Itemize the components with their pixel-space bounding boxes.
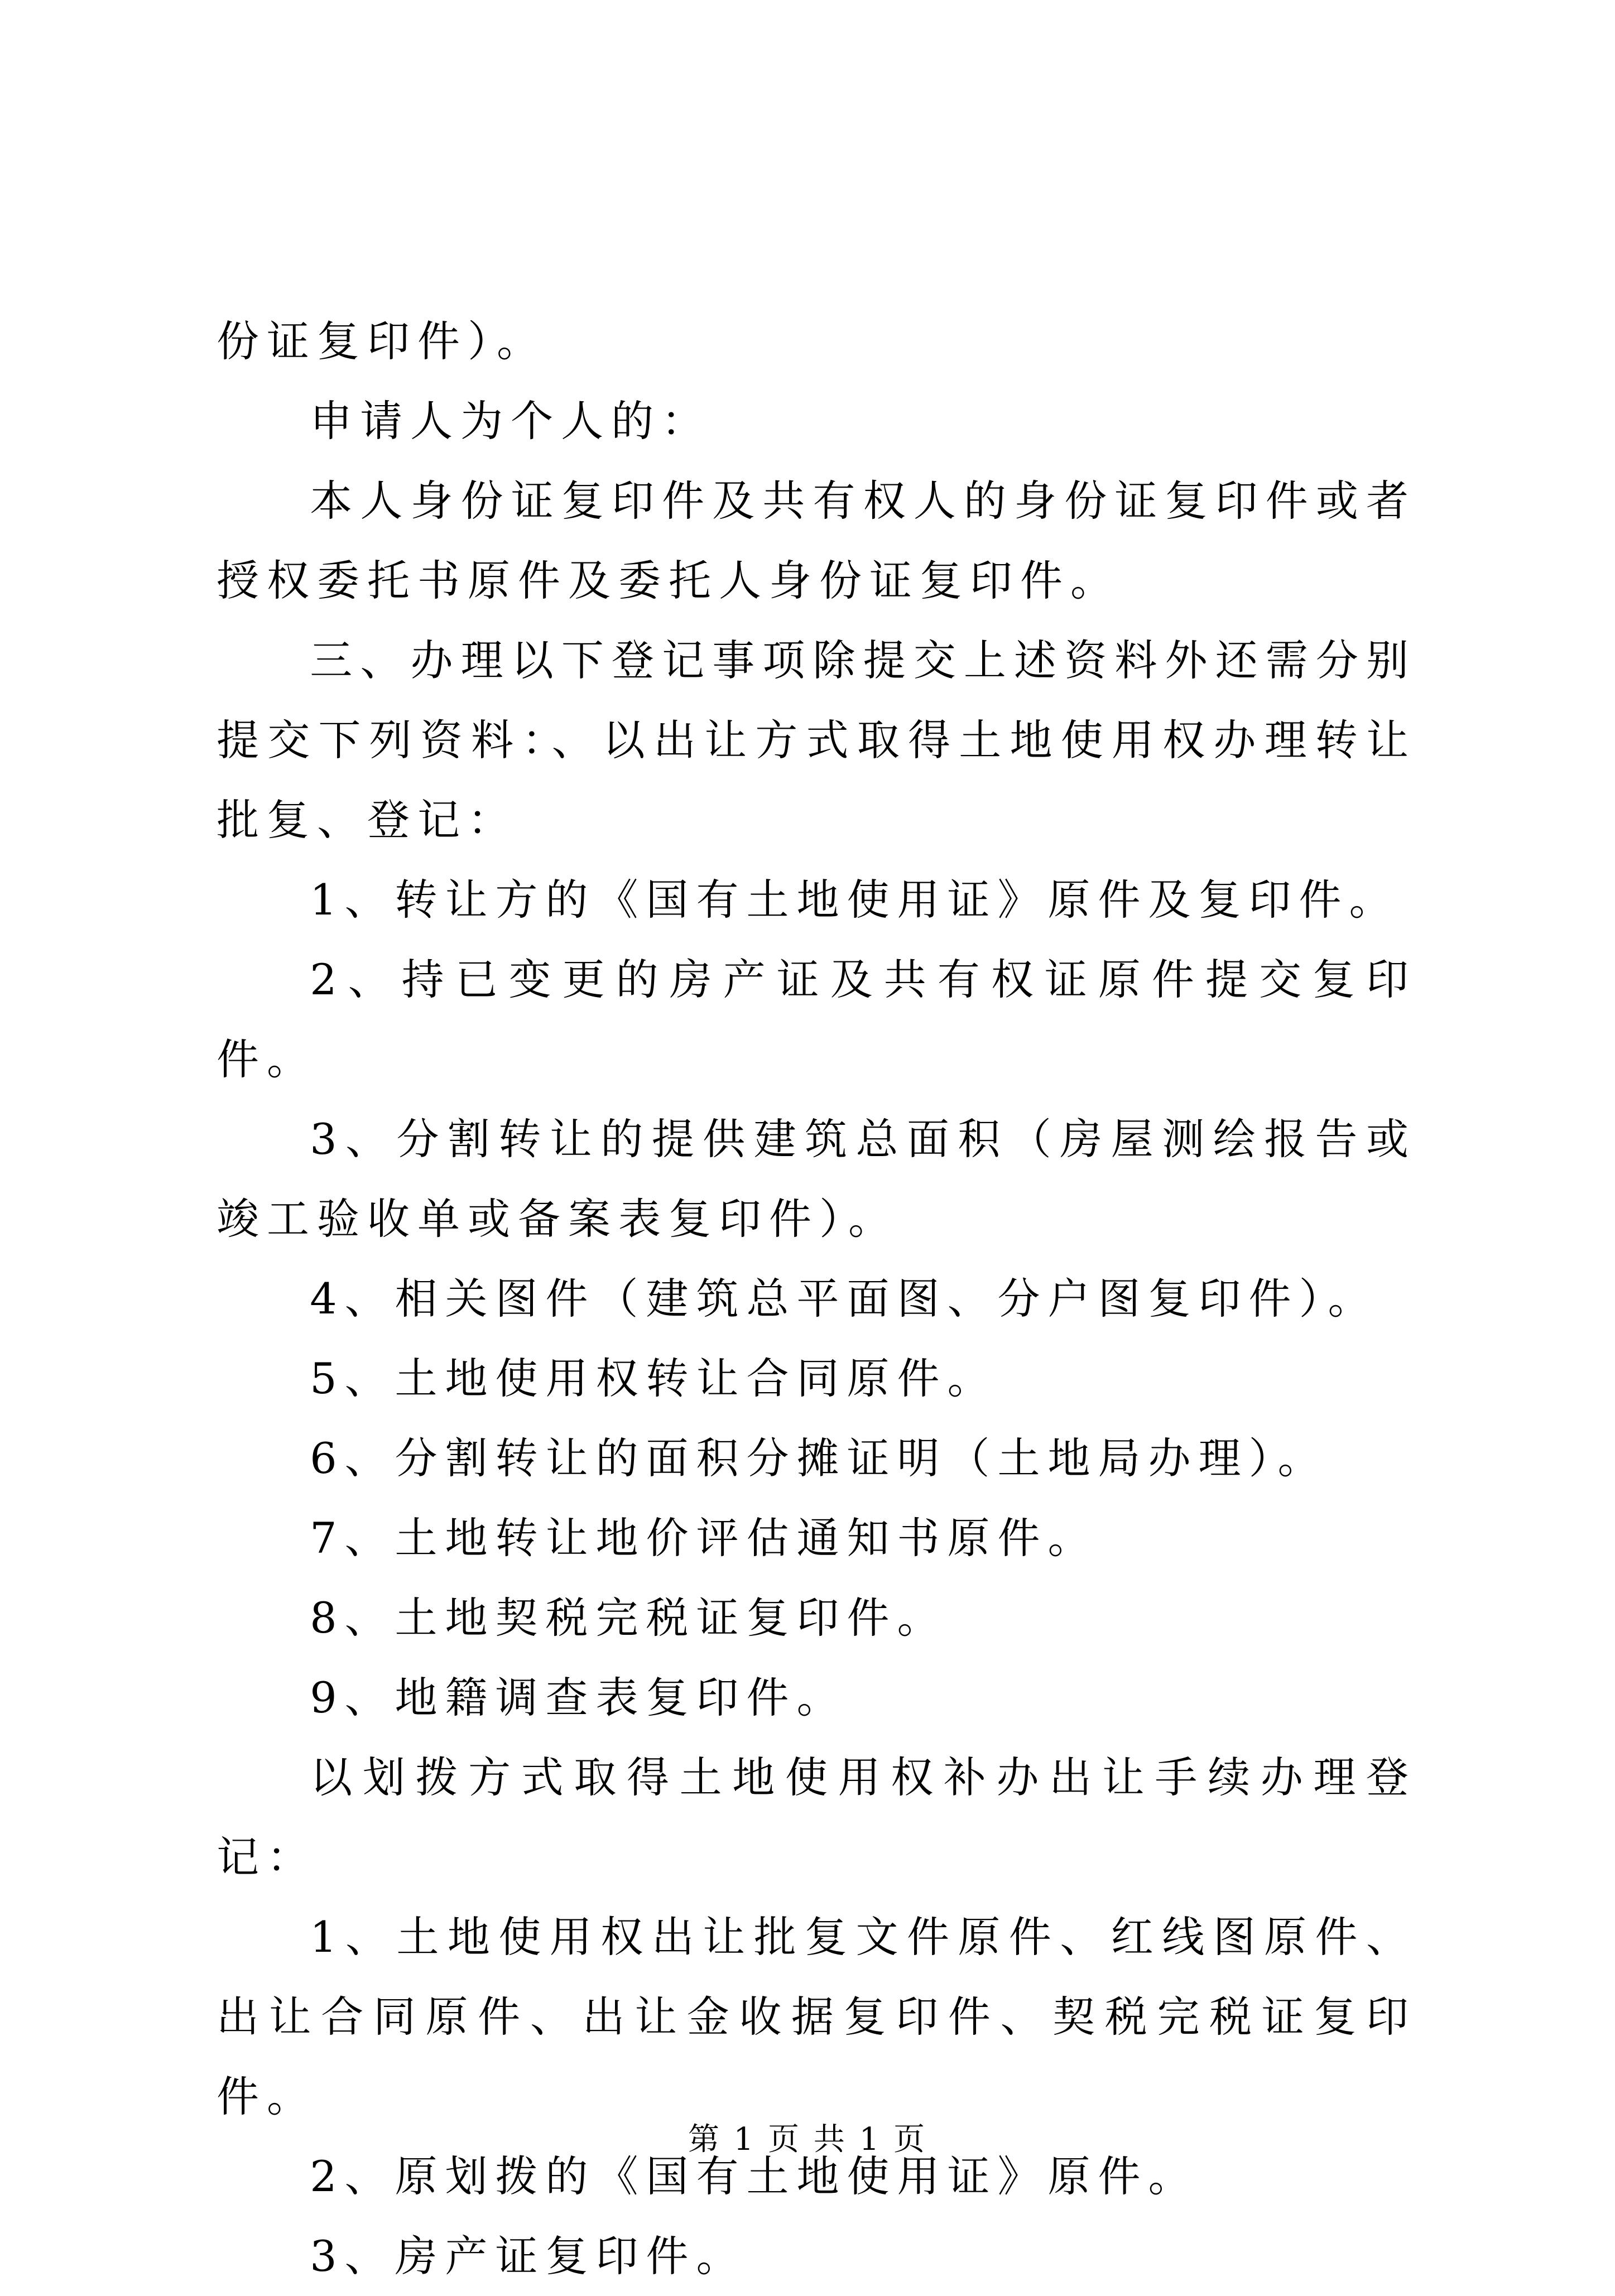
- paragraph: 4、相关图件（建筑总平面图、分户图复印件）。: [310, 1274, 1378, 1323]
- paragraph: 1、转让方的《国有土地使用证》原件及复印件。: [310, 875, 1400, 925]
- paragraph: 2、持已变更的房产证及共有权证原件提交复印件。: [217, 955, 1416, 1084]
- paragraph: 份证复印件）。: [217, 316, 547, 366]
- paragraph: 9、地籍调查表复印件。: [310, 1673, 847, 1722]
- paragraph: 8、土地契税完税证复印件。: [310, 1593, 948, 1643]
- paragraph: 以划拨方式取得土地使用权补办出让手续办理登记：: [217, 1753, 1416, 1882]
- paragraph: 1、土地使用权出让批复文件原件、红线图原件、出让合同原件、出让金收据复印件、契税完税证复印件。: [217, 1912, 1416, 2121]
- paragraph: 三、办理以下登记事项除提交上述资料外还需分别提交下列资料：、以出让方式取得土地使用权办理转让批复、登记：: [217, 636, 1416, 845]
- page-footer: 第 1 页 共 1 页: [688, 2121, 927, 2158]
- paragraph: 3、分割转让的提供建筑总面积（房屋测绘报告或竣工验收单或备案表复印件）。: [217, 1114, 1416, 1244]
- paragraph: 3、房产证复印件。: [310, 2231, 747, 2281]
- paragraph: 6、分割转让的面积分摊证明（土地局办理）。: [310, 1433, 1328, 1483]
- paragraph: 5、土地使用权转让合同原件。: [310, 1354, 998, 1403]
- paragraph: 本人身份证复印件及共有权人的身份证复印件或者授权委托书原件及委托人身份证复印件。: [217, 476, 1416, 605]
- paragraph: 7、土地转让地价评估通知书原件。: [310, 1513, 1098, 1563]
- paragraph: 2、原划拨的《国有土地使用证》原件。: [310, 2151, 1199, 2201]
- paragraph: 申请人为个人的：: [310, 396, 712, 446]
- document-body: [217, 301, 1416, 2296]
